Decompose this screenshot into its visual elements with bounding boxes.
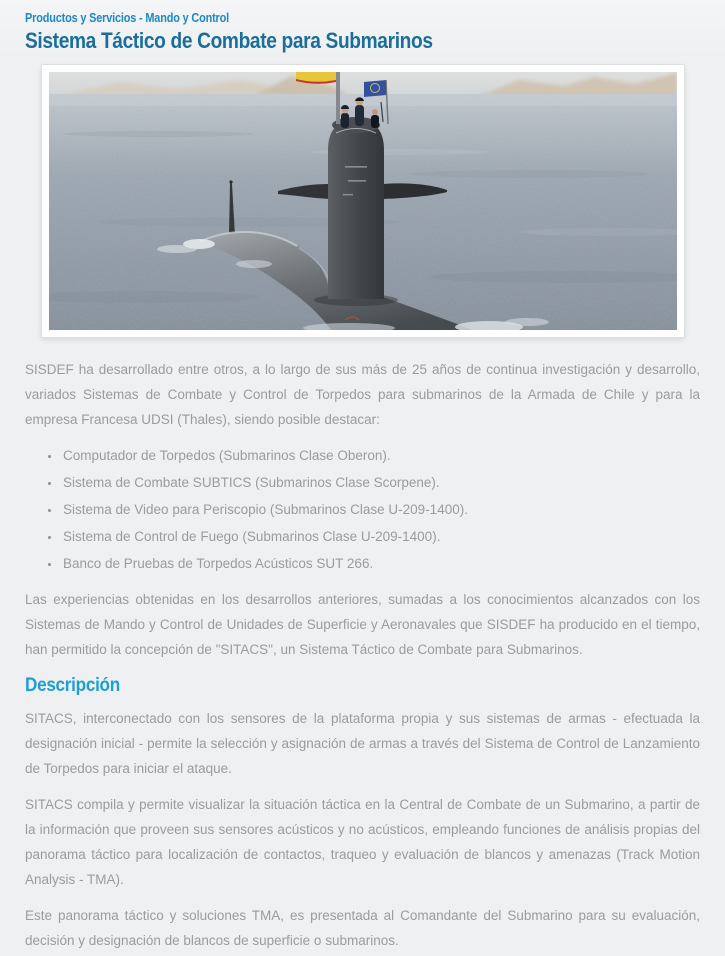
description-paragraph-1: SITACS, interconectado con los sensores de la plataforma propia y sus sistemas de armas - efectuada la designación inicial - permite la selección y asignación de armas a través del Sistema de Control de Lanzamiento de Torpedos para iniciar el ataque. [25,711,700,776]
intro-paragraph: SISDEF ha desarrollado entre otros, a lo largo de sus más de 25 años de continua investigación y desarrollo, variados Sistemas de Combate y Control de Torpedos para submarinos de la Armada de Chile y para la empresa Francesa UDSI (Thales), siendo posible destacar: [25,362,700,427]
list-item-text: Sistema de Control de Fuego (Submarinos Clase U-209-1400). [63,529,441,544]
hero-image [42,65,684,337]
description-paragraph-2: SITACS compila y permite visualizar la situación táctica en la Central de Combate de un Submarino, a partir de la información que proveen sus sensores acústicos y no acústicos, empleando funciones de análisis propias del panorama táctico para localización de contactos, traqueo y evaluación de blancos y amenazas (Track Motion Analysis - TMA). [25,797,700,887]
product-list [25,443,700,576]
list-item [61,470,700,495]
eu-flag-icon [364,80,386,97]
page-title [25,27,700,54]
page-title-text: Sistema Táctico de Combate para Submarinos [25,28,433,53]
list-item-text: Computador de Torpedos (Submarinos Clase Oberon). [63,448,391,463]
spain-flag-icon [296,72,336,84]
experience-paragraph: Las experiencias obtenidas en los desarrollos anteriores, sumadas a los conocimientos alcanzados con los Sistemas de Mando y Control de Unidades de Superficie y Aeronavales que SISDEF ha producido en el tiempo, han permitido la concepción de "SITACS", un Sistema Táctico de Combate para Submarinos. [25,592,700,657]
list-item-text: Sistema de Combate SUBTICS (Submarinos Clase Scorpene). [63,475,440,490]
submarine-illustration [49,72,677,330]
list-item-text: Banco de Pruebas de Torpedos Acústicos SUT 266. [63,556,374,571]
list-item [61,551,700,576]
section-heading-text: Descripción [25,675,120,696]
list-item-text: Sistema de Video para Periscopio (Submarinos Clase U-209-1400). [63,502,468,517]
description-paragraph-3: Este panorama táctico y soluciones TMA, es presentada al Comandante del Submarino para su evaluación, decisión y designación de blancos de superficie o submarinos. [25,908,700,948]
section-heading-descripcion [25,674,700,697]
list-item [61,497,700,522]
breadcrumb-label[interactable]: Productos y Servicios - Mando y Control [25,10,230,25]
submarine-sail [328,120,384,299]
list-item [61,524,700,549]
breadcrumb[interactable] [25,10,700,26]
list-item [61,443,700,468]
flag-mast [336,72,340,124]
